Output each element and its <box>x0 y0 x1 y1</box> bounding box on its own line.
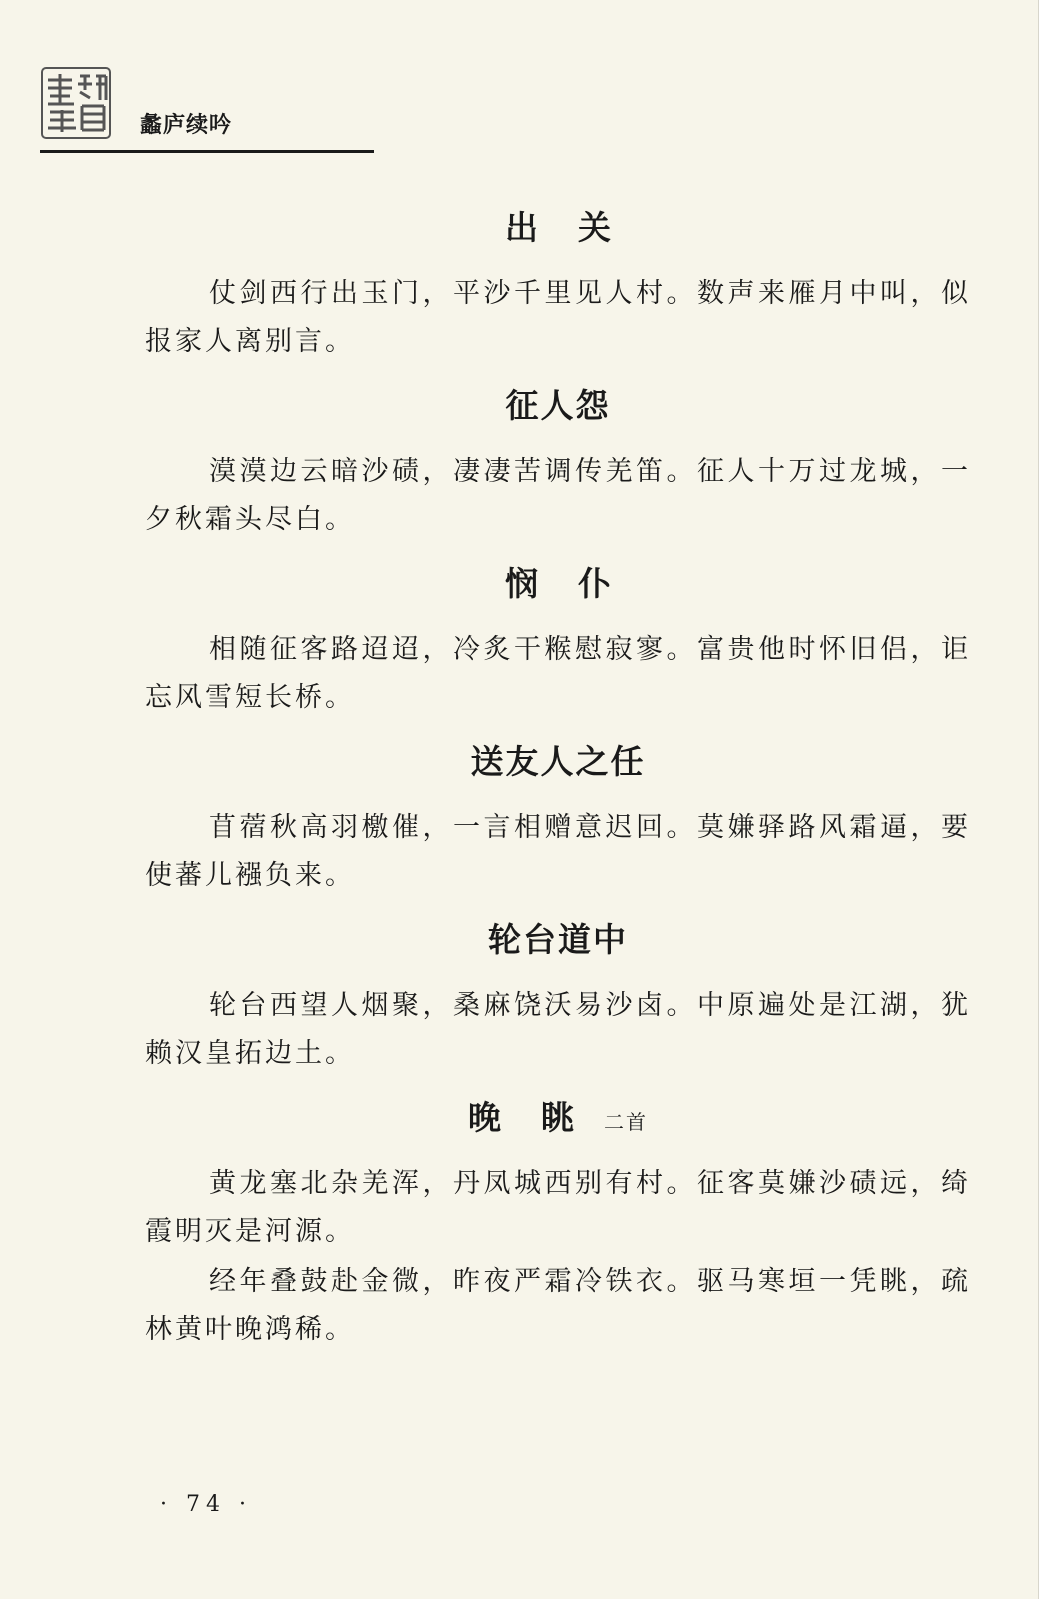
poem-title: 悯仆 <box>505 564 651 603</box>
poem <box>145 1092 971 1354</box>
poem-title: 送友人之任 <box>470 742 646 781</box>
poem-title: 征人怨 <box>505 386 611 425</box>
poem <box>145 380 971 544</box>
seal-logo <box>40 66 112 140</box>
poem-text: 苜蓿秋高羽檄催，一言相赠意迟回。莫嫌驿路风霜逼，要使蕃儿襁负来。 <box>145 812 971 891</box>
poem-title: 出关 <box>505 208 651 247</box>
running-title: 蠡庐续吟 <box>140 113 233 138</box>
poem <box>145 914 971 1078</box>
poem-list <box>145 190 971 1368</box>
poem-text: 相随征客路迢迢，冷炙干糇慰寂寥。富贵他时怀旧侣，讵忘风雪短长桥。 <box>145 634 971 713</box>
poem-title-note: 二首 <box>604 1110 648 1134</box>
poem <box>145 736 971 900</box>
poem-text: 仗剑西行出玉门，平沙千里见人村。数声来雁月中叫，似报家人离别言。 <box>145 278 971 357</box>
running-header <box>40 66 374 152</box>
poem-text: 黄龙塞北杂羌浑，丹凤城西别有村。征客莫嫌沙碛远，绮霞明灭是河源。 <box>145 1168 971 1247</box>
poem-text: 经年叠鼓赴金微，昨夜严霜冷铁衣。驱马寒垣一凭眺，疏林黄叶晚鸿稀。 <box>145 1266 971 1345</box>
poem-text: 轮台西望人烟聚，桑麻饶沃易沙卤。中原遍处是江湖，犹赖汉皇拓边土。 <box>145 990 971 1069</box>
poem-text: 漠漠边云暗沙碛，凄凄苦调传羌笛。征人十万过龙城，一夕秋霜头尽白。 <box>145 456 971 535</box>
poem <box>145 558 971 722</box>
header-rule <box>40 150 374 153</box>
page-number: · 74 · <box>160 1492 252 1517</box>
poem-title <box>145 1092 971 1144</box>
poem-title: 轮台道中 <box>488 920 628 959</box>
poem <box>145 202 971 366</box>
poem-title-text: 晚眺 <box>468 1098 614 1137</box>
page-edge <box>1038 0 1061 1599</box>
